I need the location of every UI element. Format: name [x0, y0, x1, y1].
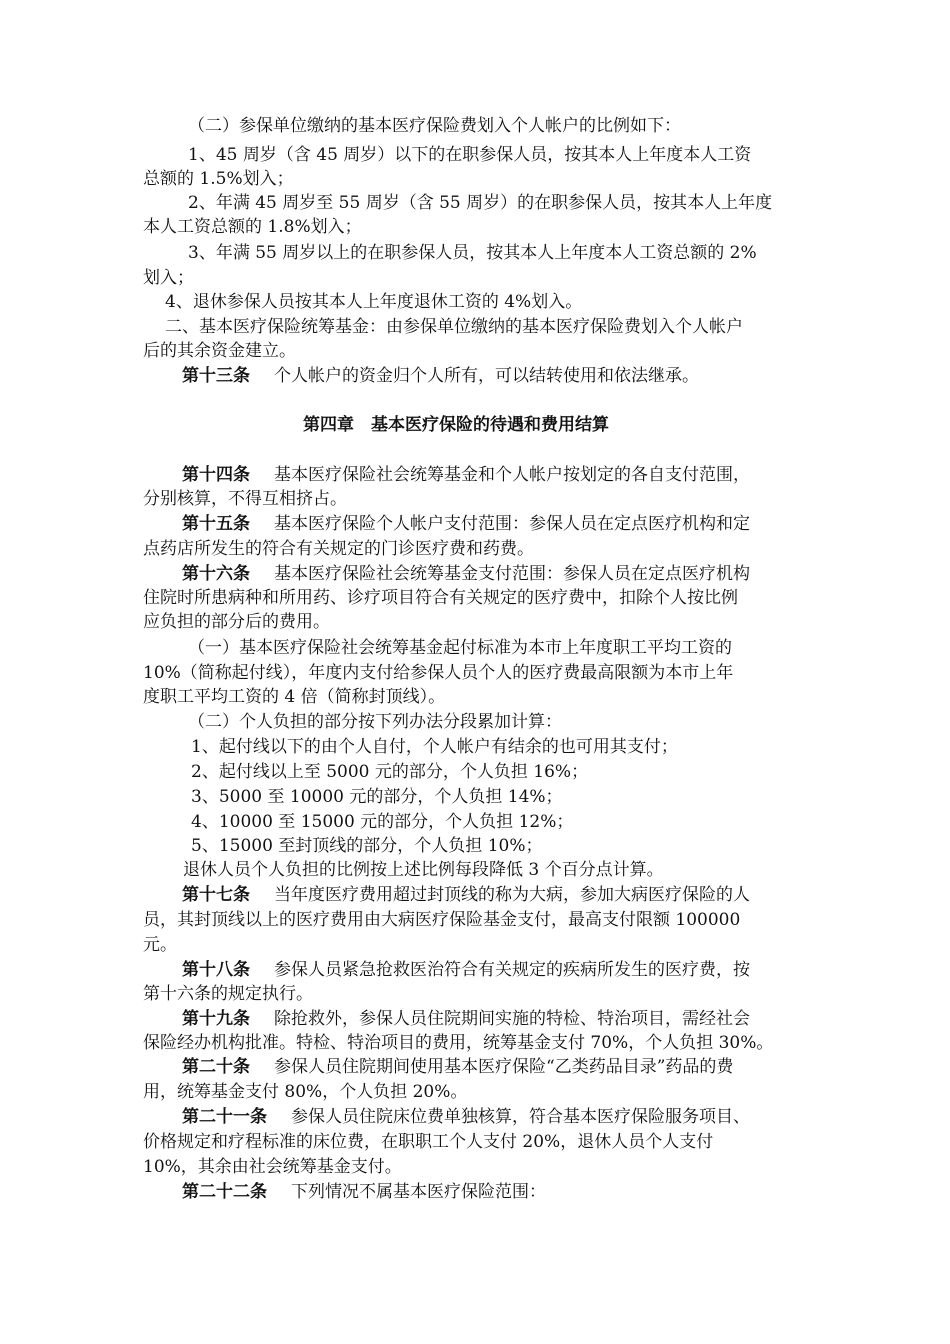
article-heading: 第十六条: [182, 564, 250, 584]
text-line: 3、年满 55 周岁以上的在职参保人员，按其本人上年度本人工资总额的 2%: [188, 243, 757, 263]
article-text: 基本医疗保险个人帐户支付范围：参保人员在定点医疗机构和定: [274, 514, 750, 534]
text-line: 用，统筹基金支付 80%，个人负担 20%。: [143, 1082, 468, 1102]
article-text: 下列情况不属基本医疗保险范围：: [291, 1182, 546, 1202]
text-line: 3、5000 至 10000 元的部分，个人负担 14%；: [191, 787, 563, 807]
article-heading: 第二十条: [182, 1057, 250, 1077]
text-line: （一）基本医疗保险社会统筹基金起付标准为本市上年度职工平均工资的: [188, 638, 732, 658]
text-line: 点药店所发生的符合有关规定的门诊医疗费和药费。: [143, 539, 534, 559]
article-text: 参保人员住院期间使用基本医疗保险“乙类药品目录”药品的费: [274, 1057, 734, 1077]
text-line: 后的其余资金建立。: [143, 341, 296, 361]
text-line: 保险经办机构批准。特检、特治项目的费用，统筹基金支付 70%，个人负担 30%。: [143, 1033, 774, 1053]
text-line: 第十六条的规定执行。: [143, 984, 313, 1004]
article-heading: 第十三条: [182, 366, 250, 386]
text-line: 度职工平均工资的 4 倍（简称封顶线）。: [143, 687, 446, 707]
article-heading: 第十九条: [182, 1009, 250, 1029]
article-18: [182, 958, 750, 982]
text-line: 员，其封顶线以上的医疗费用由大病医疗保险基金支付，最高支付限额 100000: [143, 910, 741, 930]
chapter-title: 第四章 基本医疗保险的待遇和费用结算: [303, 415, 609, 435]
article-text: 当年度医疗费用超过封顶线的称为大病，参加大病医疗保险的人: [274, 885, 750, 905]
article-heading: 第十五条: [182, 514, 250, 534]
article-heading: 第十七条: [182, 885, 250, 905]
article-text: 个人帐户的资金归个人所有，可以结转使用和依法继承。: [274, 366, 699, 386]
text-line: 价格规定和疗程标准的床位费，在职职工个人支付 20%，退休人员个人支付: [143, 1132, 714, 1152]
article-17: [182, 883, 750, 907]
text-line: 10%，其余由社会统筹基金支付。: [143, 1157, 402, 1177]
text-line: 应负担的部分后的费用。: [143, 612, 330, 632]
article-text: 除抢救外，参保人员住院期间实施的特检、特治项目，需经社会: [274, 1009, 750, 1029]
article-21: [182, 1105, 750, 1129]
text-line: 1、起付线以下的由个人自付，个人帐户有结余的也可用其支付；: [191, 737, 678, 757]
text-line: 退休人员个人负担的比例按上述比例每段降低 3 个百分点计算。: [183, 860, 664, 880]
text-line: （二）个人负担的部分按下列办法分段累加计算：: [188, 712, 562, 732]
text-line: 1、45 周岁（含 45 周岁）以下的在职参保人员，按其本人上年度本人工资: [188, 145, 752, 165]
article-22: [182, 1180, 546, 1204]
text-line: 4、退休参保人员按其本人上年度退休工资的 4%划入。: [165, 292, 583, 312]
text-line: 10%（简称起付线），年度内支付给参保人员个人的医疗费最高限额为本市上年: [143, 663, 734, 683]
article-text: 基本医疗保险社会统筹基金支付范围：参保人员在定点医疗机构: [274, 564, 750, 584]
article-19: [182, 1007, 750, 1031]
article-text: 参保人员紧急抢救医治符合有关规定的疾病所发生的医疗费，按: [274, 960, 750, 980]
article-13: [182, 364, 699, 388]
text-line: 分别核算，不得互相挤占。: [143, 489, 347, 509]
article-heading: 第十四条: [182, 465, 250, 485]
article-heading: 第二十二条: [182, 1182, 267, 1202]
article-heading: 第十八条: [182, 960, 250, 980]
text-line: 本人工资总额的 1.8%划入；: [143, 217, 362, 237]
text-line: 元。: [143, 935, 177, 955]
text-line: 2、起付线以上至 5000 元的部分，个人负担 16%；: [191, 762, 589, 782]
text-line: 2、年满 45 周岁至 55 周岁（含 55 周岁）的在职参保人员，按其本人上年度: [188, 193, 773, 213]
article-heading: 第二十一条: [182, 1107, 267, 1127]
text-line: 划入；: [143, 268, 194, 288]
text-line: 住院时所患病种和所用药、诊疗项目符合有关规定的医疗费中，扣除个人按比例: [143, 588, 738, 608]
article-text: 参保人员住院床位费单独核算，符合基本医疗保险服务项目、: [291, 1107, 750, 1127]
article-14: [182, 463, 750, 487]
article-16: [182, 562, 750, 586]
article-text: 基本医疗保险社会统筹基金和个人帐户按划定的各自支付范围，: [274, 465, 750, 485]
text-line: 总额的 1.5%划入；: [143, 169, 294, 189]
article-20: [182, 1055, 733, 1079]
text-line: （二）参保单位缴纳的基本医疗保险费划入个人帐户的比例如下：: [188, 116, 681, 136]
article-15: [182, 512, 750, 536]
text-line: 4、10000 至 15000 元的部分，个人负担 12%；: [191, 812, 574, 832]
text-line: 5、15000 至封顶线的部分，个人负担 10%；: [191, 836, 543, 856]
text-line: 二、基本医疗保险统筹基金：由参保单位缴纳的基本医疗保险费划入个人帐户: [165, 317, 743, 337]
